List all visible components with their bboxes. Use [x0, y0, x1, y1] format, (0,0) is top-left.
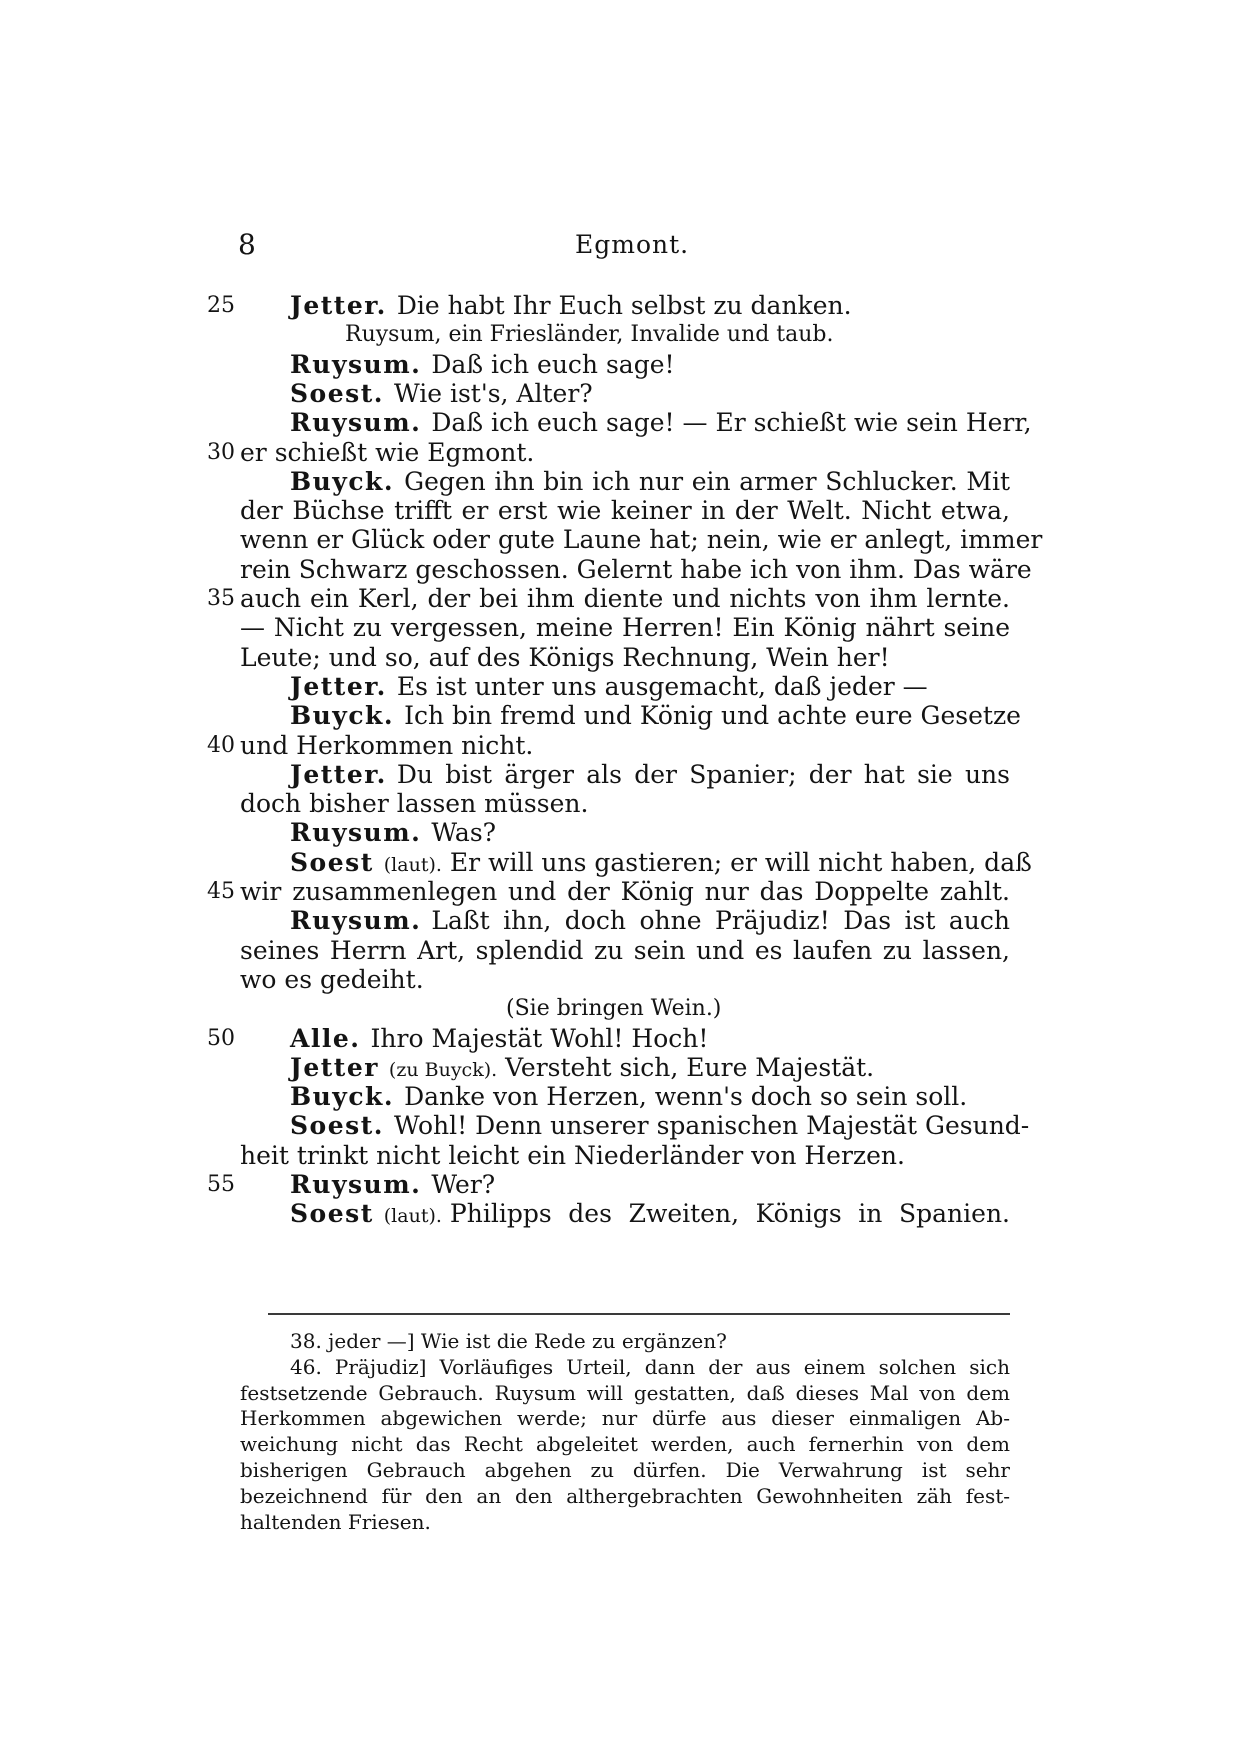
dialogue-text [240, 1140, 905, 1172]
line-text: Er will uns gastieren; er will nicht haben, daß [449, 847, 1032, 877]
footnote-line [0, 1328, 1241, 1354]
text-line [0, 583, 1241, 615]
speaker-direction: (laut). [383, 853, 442, 876]
dialogue-text [240, 612, 1010, 644]
text-line [0, 554, 1241, 586]
speaker-name: Soest. [290, 378, 384, 408]
text-line [0, 1140, 1241, 1172]
line-text: auch ein Kerl, der bei ihm diente und nichts von ihm lernte. [240, 584, 1010, 613]
dialogue-text [290, 349, 675, 381]
footnote-text [240, 1457, 1010, 1483]
dialogue-text [290, 817, 496, 849]
footnote-content: bisherigen Gebrauch abgehen zu dürfen. Die Verwahrung ist sehr [240, 1458, 1010, 1482]
dialogue-text [240, 583, 1010, 615]
page-header [0, 228, 1241, 268]
text-line [0, 847, 1241, 879]
line-text: Versteht sich, Eure Majestät. [505, 1052, 875, 1082]
line-text: Daß ich euch sage! [431, 349, 675, 379]
footnote-divider [268, 1313, 1010, 1315]
line-text: Was? [431, 818, 497, 848]
speaker-name: Soest. [290, 1111, 384, 1141]
text-line [0, 466, 1241, 498]
line-text: Daß ich euch sage! — Er schießt wie sein Herr, [431, 408, 1032, 438]
line-number: 30 [207, 439, 235, 465]
speaker-name: Jetter. [290, 759, 387, 789]
footnote-text [240, 1483, 1010, 1509]
line-text: Wie ist's, Alter? [393, 378, 593, 408]
footnote-text [290, 1354, 1010, 1380]
text-line [0, 378, 1241, 410]
line-text: Ruysum, ein Friesländer, Invalide und taub. [345, 322, 834, 348]
speaker-name: Soest [290, 1199, 374, 1229]
text-line [0, 730, 1241, 762]
line-text: wenn er Glück oder gute Laune hat; nein, wie er anlegt, immer [240, 525, 1043, 555]
dialogue-text [240, 964, 424, 996]
line-text: doch bisher lassen müssen. [240, 789, 589, 819]
speaker-name: Buyck. [290, 466, 395, 496]
text-line [0, 319, 1241, 351]
dialogue-text [240, 437, 534, 469]
text-line [0, 964, 1241, 996]
dialogue-text [290, 759, 1010, 791]
dialogue-text [290, 407, 1032, 439]
speaker-name: Ruysum. [290, 349, 422, 379]
speaker-name: Jetter [290, 1052, 379, 1082]
text-line [0, 1023, 1241, 1055]
text-line [0, 993, 1241, 1025]
stage-direction [345, 319, 834, 351]
line-text: Leute; und so, auf des Königs Rechnung, Wein her! [240, 642, 890, 672]
dialogue-text [290, 466, 1010, 498]
line-text: Gegen ihn bin ich nur ein armer Schlucker. Mit [404, 466, 1010, 496]
footnote-text [240, 1431, 1010, 1457]
dialogue-text [240, 876, 1010, 908]
line-text: Wohl! Denn unserer spanischen Majestät Gesund- [393, 1111, 1030, 1141]
text-line [0, 407, 1241, 439]
line-text: der Büchse trifft er erst wie keiner in der Welt. Nicht etwa, [240, 496, 1010, 526]
line-text: Es ist unter uns ausgemacht, daß jeder — [396, 671, 928, 701]
text-line [0, 876, 1241, 908]
footnote-content: weichung nicht das Recht abgeleitet werden, auch fernerhin von dem [240, 1432, 1010, 1457]
footnote-content: bezeichnend für den an den althergebrachten Gewohnheiten zäh fest- [240, 1483, 1010, 1508]
stage-direction [506, 993, 721, 1025]
line-text: seines Herrn Art, splendid zu sein und es laufen zu lassen, [240, 935, 1010, 965]
footnote-content: festsetzende Gebrauch. Ruysum will gestatten, daß dieses Mal von dem [240, 1380, 1010, 1405]
speaker-name: Alle. [290, 1023, 361, 1053]
speaker-direction: (zu Buyck). [388, 1058, 498, 1081]
dialogue-text [240, 524, 1043, 556]
line-text: rein Schwarz geschossen. Gelernt habe ich von ihm. Das wäre [240, 554, 1032, 584]
line-text: (Sie bringen Wein.) [506, 996, 722, 1022]
line-text: Wer? [431, 1170, 496, 1199]
text-line [0, 290, 1241, 322]
dialogue-text [240, 554, 1032, 586]
text-line [0, 437, 1241, 469]
line-text: heit trinkt nicht leicht ein Niederländer von Herzen. [240, 1140, 905, 1170]
line-text: Du bist ärger als der Spanier; der hat sie uns [396, 759, 1010, 789]
line-number: 40 [207, 732, 235, 758]
line-text: — Nicht zu vergessen, meine Herren! Ein König nährt seine [240, 613, 1010, 643]
text-line [0, 788, 1241, 820]
line-number: 50 [207, 1025, 235, 1051]
text-line [0, 817, 1241, 849]
line-number: 55 [207, 1172, 235, 1197]
footnote-content: haltenden Friesen. [240, 1509, 431, 1534]
footnote-text [240, 1380, 1010, 1406]
footnote-line [0, 1431, 1241, 1457]
dialogue-text [240, 642, 890, 674]
dialogue-text [290, 671, 928, 703]
dialogue-text [240, 788, 588, 820]
footnote-line [0, 1354, 1241, 1380]
line-number: 35 [207, 586, 235, 611]
text-line [0, 642, 1241, 674]
footnote-text [240, 1405, 1010, 1431]
line-text: Die habt Ihr Euch selbst zu danken. [396, 291, 852, 320]
line-number: 25 [207, 293, 235, 318]
footnote-line [0, 1380, 1241, 1406]
footnote-line [0, 1483, 1241, 1509]
speaker-name: Ruysum. [290, 408, 422, 438]
page-number: 8 [238, 228, 256, 261]
running-title: Egmont. [575, 230, 690, 259]
dialogue-text [290, 378, 593, 410]
line-text: Laßt ihn, doch ohne Präjudiz! Das ist auch [431, 906, 1010, 936]
footnote-line [0, 1457, 1241, 1483]
text-line [0, 935, 1241, 967]
line-text: wir zusammenlegen und der König nur das Doppelte zahlt. [240, 877, 1010, 906]
dialogue-text [290, 290, 852, 322]
speaker-name: Soest [290, 847, 374, 877]
text-line [0, 700, 1241, 732]
text-line [0, 612, 1241, 644]
speaker-name: Buyck. [290, 1082, 395, 1112]
speaker-name: Ruysum. [290, 1170, 422, 1199]
line-text: und Herkommen nicht. [240, 730, 534, 760]
text-line [0, 349, 1241, 381]
line-text: er schießt wie Egmont. [240, 437, 535, 467]
dialogue-text [290, 1198, 1010, 1232]
speaker-name: Ruysum. [290, 906, 422, 936]
dialogue-text [290, 1169, 495, 1201]
dialogue-text [240, 935, 1010, 967]
text-line [0, 1169, 1241, 1201]
footnote-line [0, 1405, 1241, 1431]
footnote-text [240, 1509, 431, 1535]
speaker-name: Buyck. [290, 701, 395, 731]
text-line [0, 495, 1241, 527]
text-line [0, 759, 1241, 791]
dialogue-text [290, 905, 1010, 937]
line-text: Philipps des Zweiten, Königs in Spanien. [449, 1199, 1010, 1229]
dialogue-text [290, 1023, 708, 1055]
line-number: 45 [207, 879, 235, 904]
text-line [0, 1198, 1241, 1230]
footnote-content: 38. jeder —] Wie ist die Rede zu ergänzen? [290, 1329, 727, 1353]
speaker-name: Jetter. [290, 291, 387, 320]
dialogue-text [290, 700, 1021, 732]
text-line [0, 1081, 1241, 1113]
text-line [0, 671, 1241, 703]
dialogue-text [240, 730, 533, 762]
text-line [0, 524, 1241, 556]
text-line [0, 905, 1241, 937]
line-text: wo es gedeiht. [240, 964, 424, 994]
dialogue-text [240, 495, 1010, 527]
line-text: Ich bin fremd und König und achte eure Gesetze [404, 701, 1021, 731]
speaker-name: Jetter. [290, 671, 387, 701]
footnote-content: 46. Präjudiz] Vorläufiges Urteil, dann der aus einem solchen sich [290, 1354, 1010, 1379]
line-text: Danke von Herzen, wenn's doch so sein soll. [404, 1082, 968, 1112]
line-text: Ihro Majestät Wohl! Hoch! [370, 1023, 709, 1053]
text-line [0, 1052, 1241, 1084]
speaker-name: Ruysum. [290, 818, 422, 848]
footnote-text [290, 1328, 727, 1354]
footnote-content: Herkommen abgewichen werde; nur dürfe aus dieser einmaligen Ab- [240, 1406, 1010, 1431]
dialogue-text [290, 1110, 1030, 1142]
footnote-line [0, 1509, 1241, 1535]
dialogue-text [290, 1081, 967, 1113]
speaker-direction: (laut). [383, 1205, 442, 1228]
text-line [0, 1110, 1241, 1142]
